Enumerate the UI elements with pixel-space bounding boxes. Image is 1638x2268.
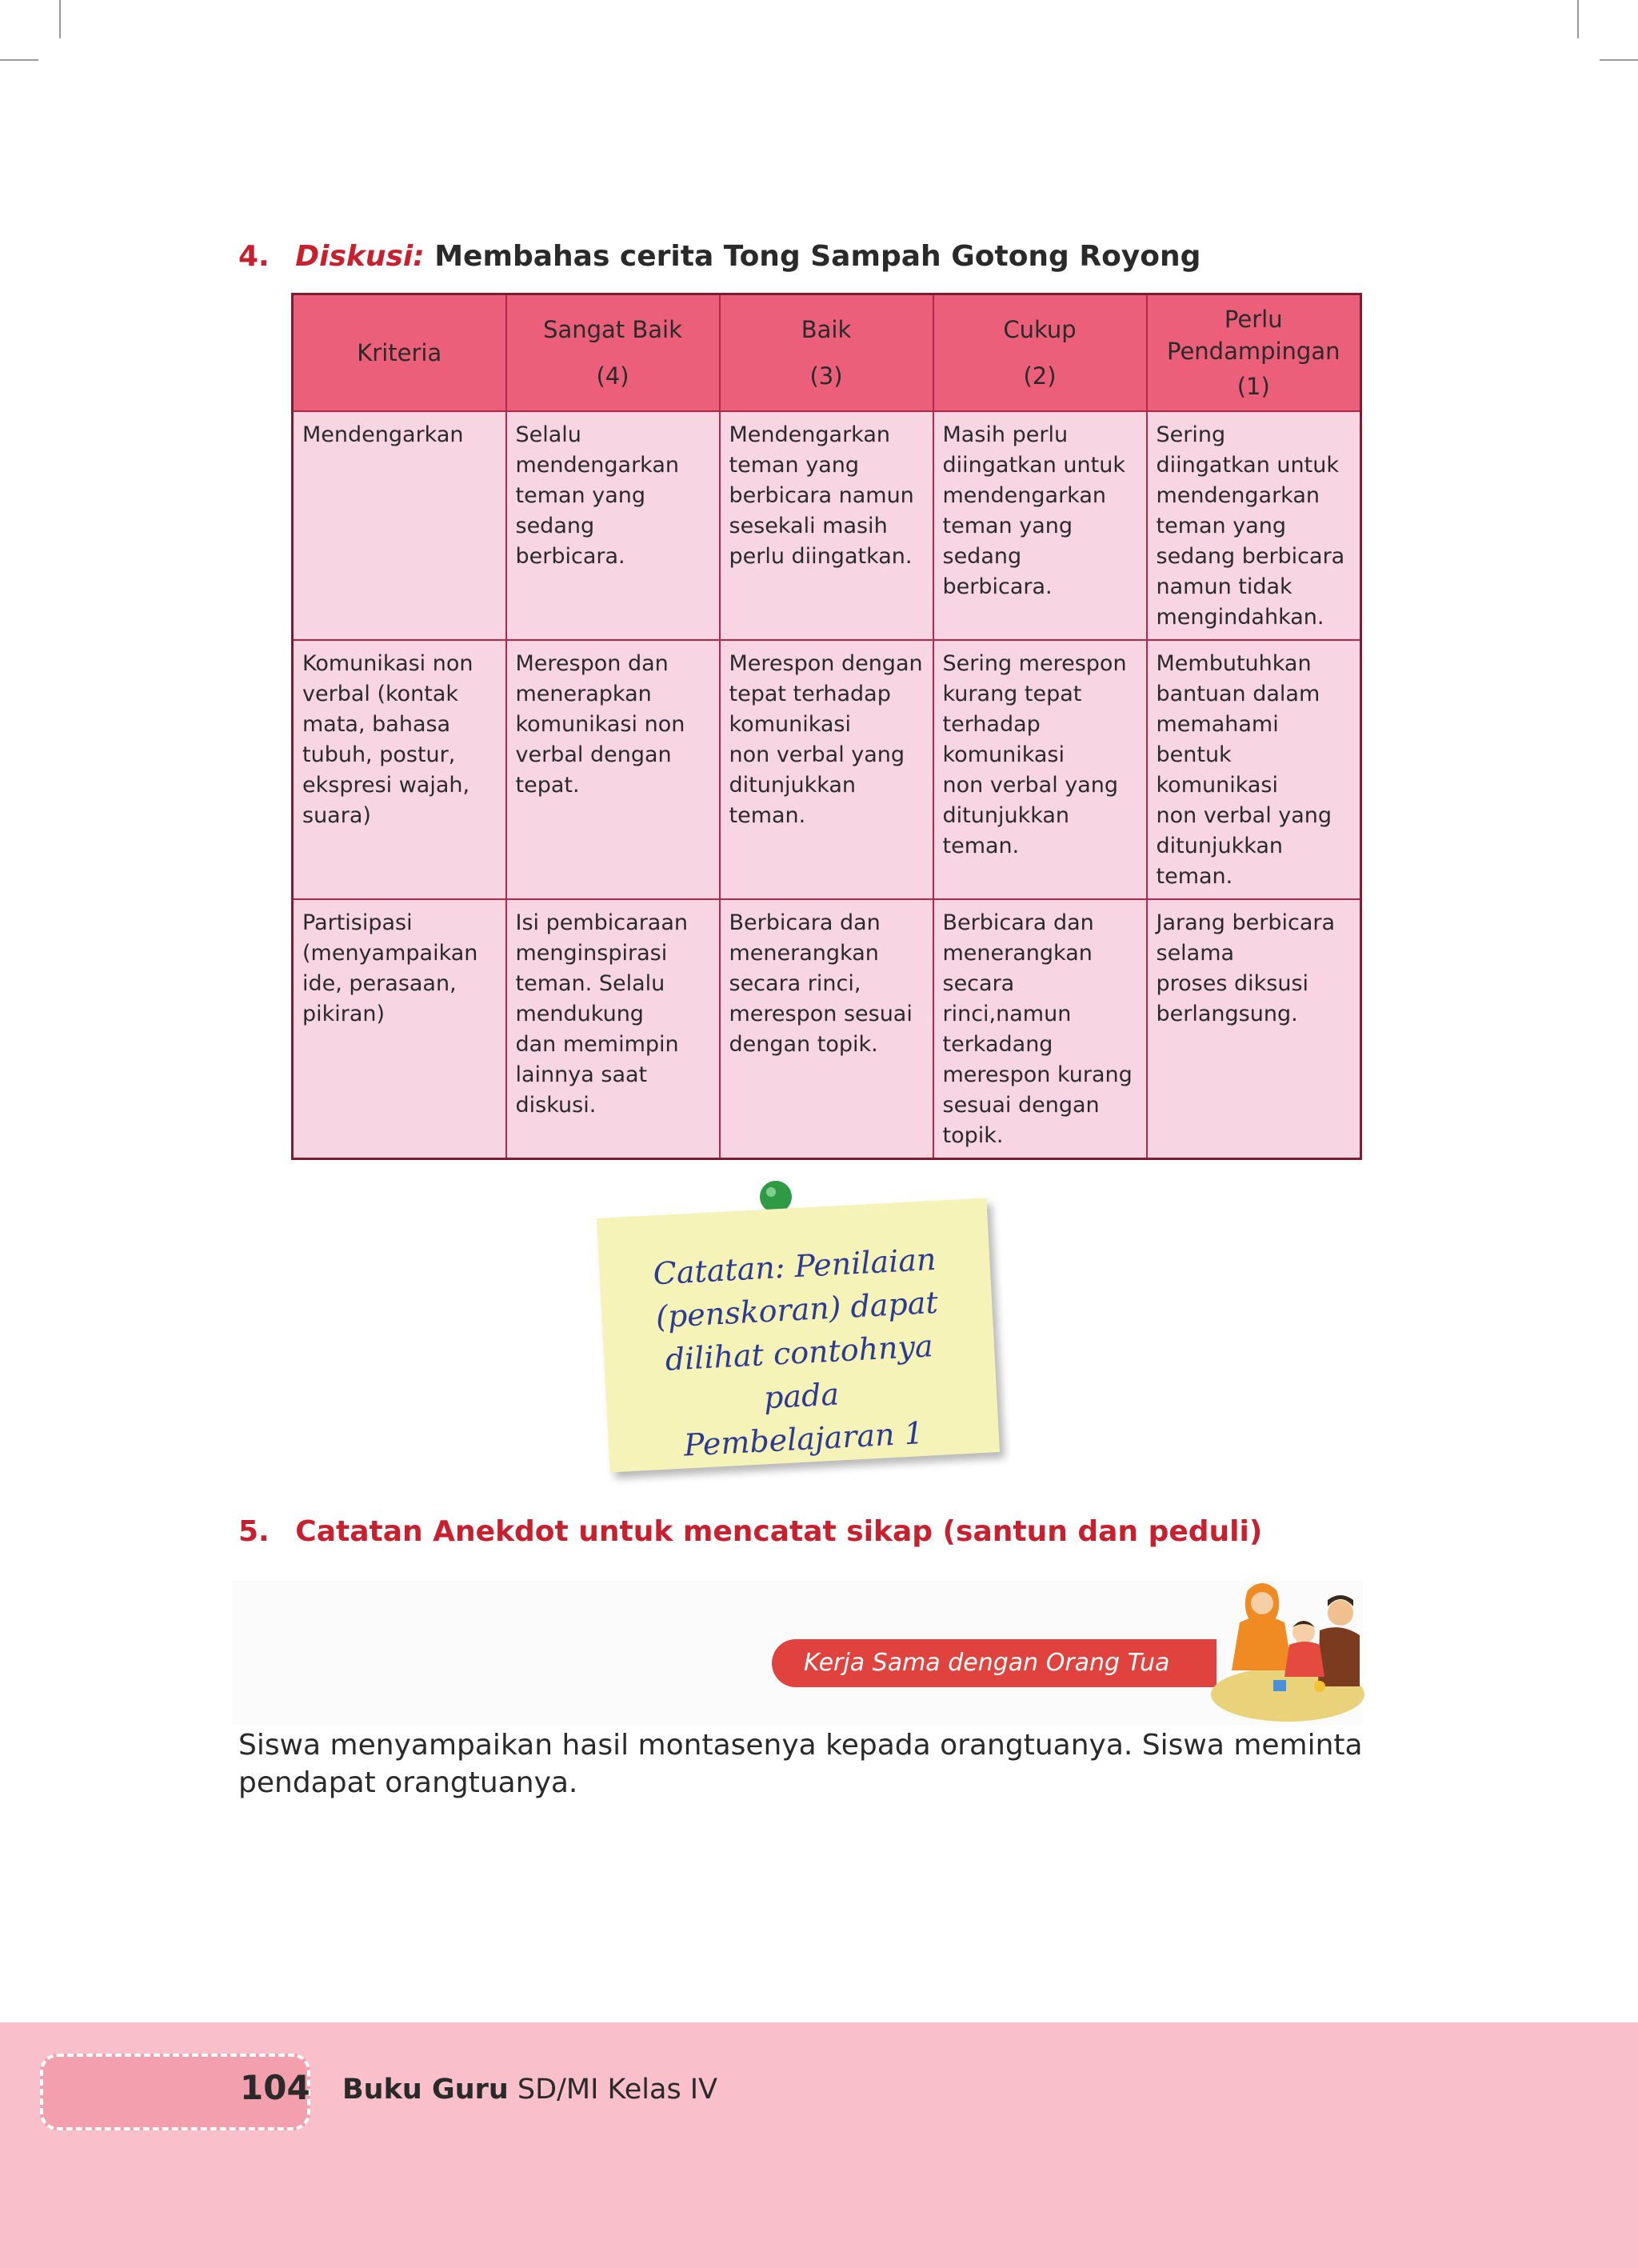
table-row xyxy=(293,640,1361,899)
header-label: Perlu Pendampingan xyxy=(1166,306,1340,365)
header-score: (2) xyxy=(1023,362,1057,390)
table-cell: Mendengarkan xyxy=(293,411,506,640)
table-cell: Membutuhkan bantuan dalam memahami bentuk komunikasi non verbal yang ditunjukkan teman. xyxy=(1147,640,1361,899)
header-criteria xyxy=(293,294,506,412)
book-title-rest: SD/MI Kelas IV xyxy=(508,2074,718,2106)
header-sufficient xyxy=(933,294,1147,412)
section-title: Membahas cerita Tong Sampah Gotong Royong xyxy=(434,240,1201,273)
table-cell: Merespon dengan tepat terhadap komunikasi non verbal yang ditunjukkan teman. xyxy=(720,640,933,899)
book-title-bold: Buku Guru xyxy=(342,2074,509,2106)
table-cell: Selalu mendengarkan teman yang sedang berbicara. xyxy=(506,411,720,640)
table-cell: Isi pembicaraan menginspirasi teman. Selalu mendukung dan memimpin lainnya saat diskusi. xyxy=(506,899,720,1159)
table-cell: Jarang berbicara selama proses diksusi berlangsung. xyxy=(1147,899,1361,1159)
header-very-good xyxy=(506,294,720,412)
section-title: Catatan Anekdot untuk mencatat sikap (santun dan peduli) xyxy=(295,1515,1263,1548)
header-score: (4) xyxy=(596,362,629,390)
header-label: Sangat Baik xyxy=(543,316,682,343)
page-number: 104 xyxy=(240,2068,310,2107)
header-score: (1) xyxy=(1236,373,1270,400)
crop-mark xyxy=(1577,0,1579,38)
table-cell: Komunikasi non verbal (kontak mata, bahasa tubuh, postur, ekspresi wajah, suara) xyxy=(293,640,506,899)
table-row xyxy=(293,411,1361,640)
parent-cooperation-banner xyxy=(772,1639,1217,1687)
book-title xyxy=(342,2074,717,2106)
table-cell: Sering merespon kurang tepat terhadap komunikasi non verbal yang ditunjukkan teman. xyxy=(933,640,1147,899)
header-label: Baik xyxy=(801,316,852,343)
section-number: 5. xyxy=(238,1515,270,1548)
crop-mark xyxy=(1600,59,1638,61)
family-illustration-icon xyxy=(1200,1574,1368,1726)
section-4-heading xyxy=(238,240,1201,273)
header-label: Kriteria xyxy=(357,339,442,366)
note-text: Catatan: Penilaian (penskoran) dapat dilihat contohnya pada Pembelajaran 1 xyxy=(652,1241,939,1463)
sticky-note xyxy=(597,1198,1000,1472)
crop-mark xyxy=(0,59,38,61)
table-cell: Partisipasi (menyampaikan ide, perasaan, pikiran) xyxy=(293,899,506,1159)
section-5-heading xyxy=(238,1515,1262,1548)
table-cell: Masih perlu diingatkan untuk mendengarkan teman yang sedang berbicara. xyxy=(933,411,1147,640)
table-cell: Berbicara dan menerangkan secara rinci,namun terkadang merespon kurang sesuai dengan topik. xyxy=(933,899,1147,1159)
table-row xyxy=(293,899,1361,1159)
table-cell: Mendengarkan teman yang berbicara namun sesekali masih perlu diingatkan. xyxy=(720,411,933,640)
rubric-header-row xyxy=(293,294,1361,412)
assessment-rubric-table xyxy=(291,293,1362,1160)
header-needs-assistance xyxy=(1147,294,1361,412)
header-label: Cukup xyxy=(1003,316,1077,343)
section-label: Diskusi: xyxy=(295,240,425,273)
crop-mark xyxy=(59,0,61,38)
section-number: 4. xyxy=(238,240,270,273)
table-cell: Merespon dan menerapkan komunikasi non verbal dengan tepat. xyxy=(506,640,720,899)
banner-label: Kerja Sama dengan Orang Tua xyxy=(804,1649,1170,1677)
body-paragraph: Siswa menyampaikan hasil montasenya kepada orangtuanya. Siswa meminta pendapat orangtuanya. xyxy=(238,1729,1363,1799)
table-cell: Sering diingatkan untuk mendengarkan teman yang sedang berbicara namun tidak mengindahkan. xyxy=(1147,411,1361,640)
header-good xyxy=(720,294,933,412)
header-score: (3) xyxy=(809,362,843,390)
table-cell: Berbicara dan menerangkan secara rinci, merespon sesuai dengan topik. xyxy=(720,899,933,1159)
